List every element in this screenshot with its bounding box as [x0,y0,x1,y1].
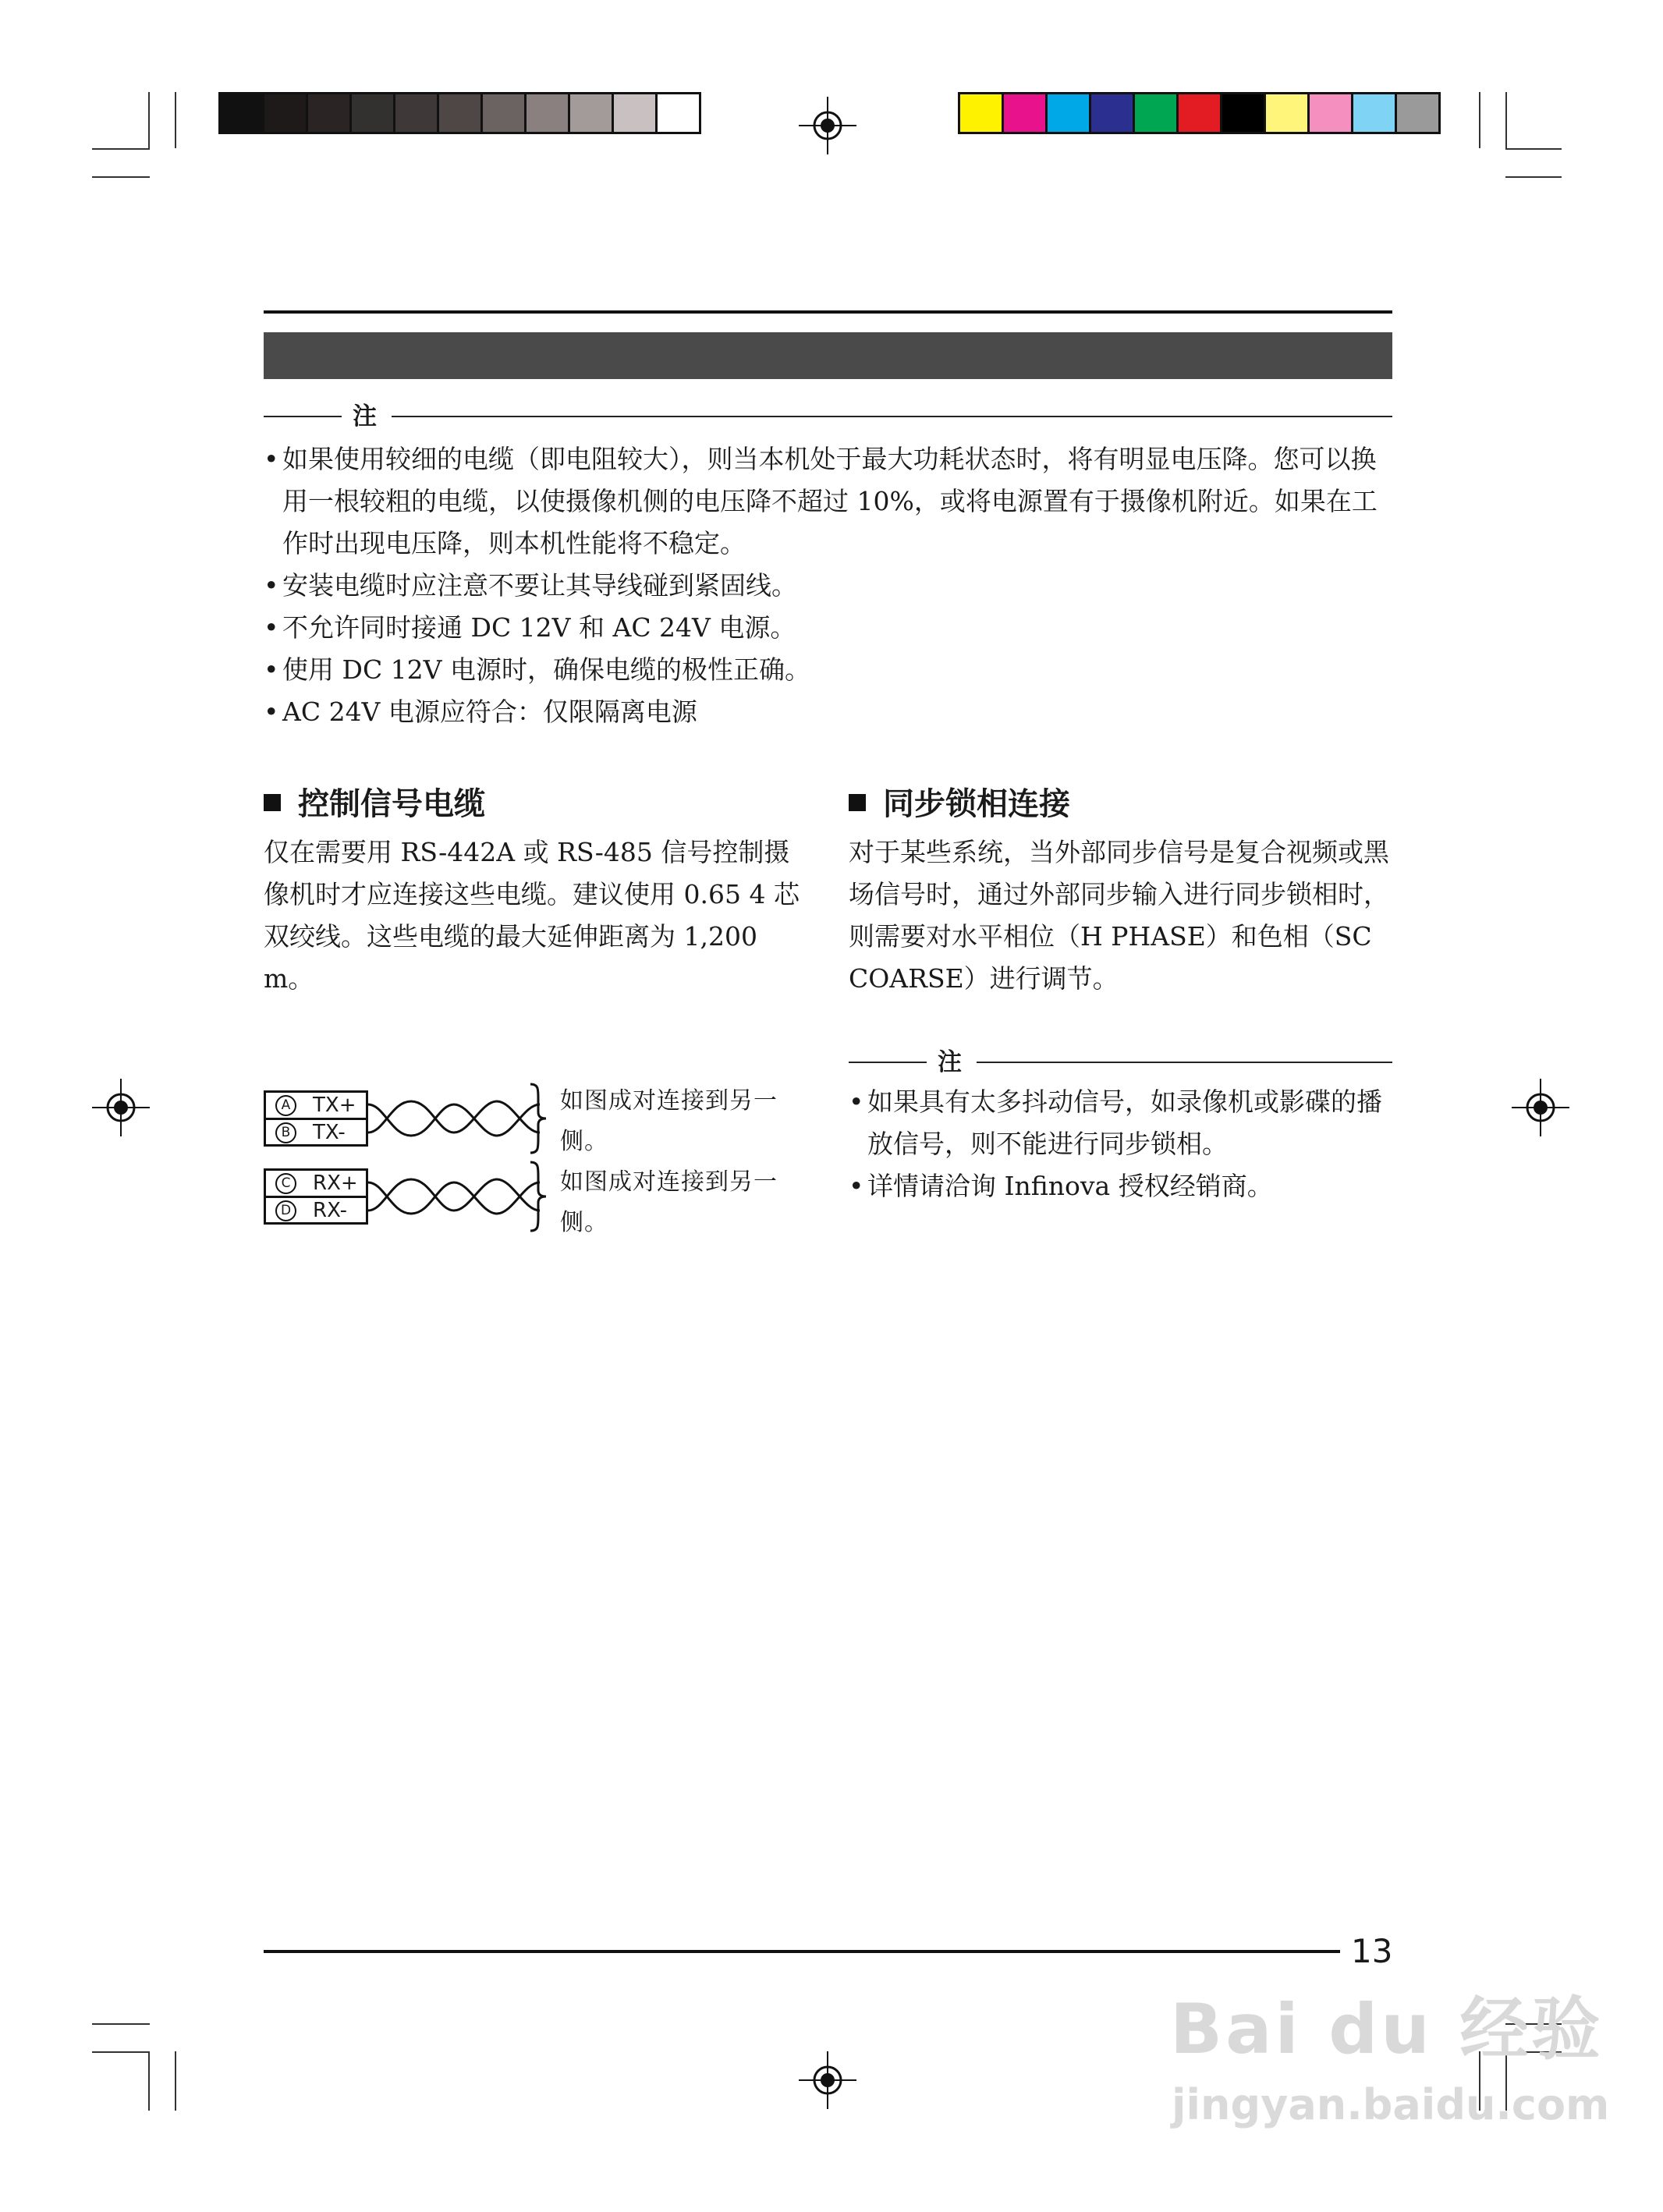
twisted-pair-icon [368,1170,540,1229]
signal-label: TX- [313,1121,346,1144]
color-swatch [1176,92,1222,134]
watermark-url: jingyan.baidu.com [1172,2080,1610,2129]
color-swatch [218,92,264,134]
list-item: • 不允许同时接通 DC 12V 和 AC 24V 电源。 [264,607,1392,649]
color-swatch [1002,92,1048,134]
terminal-block [264,1168,368,1225]
sync-notes-list [849,1081,1392,1207]
color-swatch [655,92,701,134]
signal-label: RX- [313,1199,347,1222]
control-cable-heading: 控制信号电缆 [264,785,485,824]
registration-mark-icon [1512,1079,1569,1136]
color-swatch [437,92,483,134]
crop-mark [92,176,150,178]
twisted-pair-icon [368,1092,540,1151]
crop-mark [92,2023,150,2025]
footer-rule [264,1950,1340,1953]
color-swatch [1351,92,1397,134]
registration-mark-icon [799,97,856,154]
wiring-note: 如图成对连接到另一侧。 [560,1168,778,1236]
color-swatch [349,92,395,134]
square-bullet-icon [849,794,866,811]
crop-mark [1505,176,1562,178]
page-number: 13 [1351,1932,1393,1970]
color-swatch [1045,92,1091,134]
list-item: • 如果具有太多抖动信号，如录像机或影碟的播放信号，则不能进行同步锁相。 [849,1081,1392,1165]
baidu-watermark: Bai du 经验 [1170,1989,1604,2069]
note-heading [849,1048,1392,1076]
color-swatch [612,92,658,134]
crop-mark [175,92,176,148]
crop-mark [1505,148,1562,150]
square-bullet-icon [264,794,281,811]
terminal-label: C [275,1173,296,1194]
note-heading [264,402,1392,431]
sync-lock-heading: 同步锁相连接 [849,785,1070,824]
crop-mark [92,2051,150,2053]
crop-mark [148,2051,150,2111]
list-item: • 使用 DC 12V 电源时，确保电缆的极性正确。 [264,649,1392,691]
terminal-label: B [275,1122,296,1143]
terminal-row [266,1198,366,1224]
list-item: • 详情请洽询 Infinova 授权经销商。 [849,1165,1392,1207]
crop-mark [1505,92,1507,148]
terminal-label: A [275,1095,296,1116]
note-label: 注 [353,402,377,431]
terminal-block [264,1090,368,1147]
color-swatch [393,92,439,134]
crop-mark [92,148,150,150]
terminal-row [266,1120,366,1146]
crop-mark [175,2051,176,2111]
terminal-row [266,1171,366,1196]
color-swatch [306,92,352,134]
sync-lock-description: 对于某些系统，当外部同步信号是复合视频或黑场信号时，通过外部同步输入进行同步锁相时，则需要对水平相位（H PHASE）和色相（SC COARSE）进行调节。 [849,837,1389,994]
crop-mark [1479,92,1480,148]
brace-icon [527,1083,549,1157]
color-swatch [1264,92,1310,134]
color-swatch [568,92,614,134]
list-item: • AC 24V 电源应符合：仅限隔离电源 [264,691,1392,733]
control-cable-description: 仅在需要用 RS-442A 或 RS-485 信号控制摄像机时才应连接这些电缆。建议使用 0.65 4 芯双绞线。这些电缆的最大延伸距离为 1,200 m。 [264,837,800,994]
header-rule [264,310,1392,314]
list-item: • 安装电缆时应注意不要让其导线碰到紧固线。 [264,565,1392,607]
color-swatch [1220,92,1266,134]
color-swatch [1395,92,1441,134]
signal-label: RX+ [313,1172,358,1195]
color-swatch [480,92,527,134]
brace-icon [527,1161,549,1235]
color-swatch [1089,92,1135,134]
wiring-note: 如图成对连接到另一侧。 [560,1087,778,1155]
color-swatch [1307,92,1353,134]
list-item: • 如果使用较细的电缆（即电阻较大），则当本机处于最大功耗状态时，将有明显电压降。您可以换用一根较粗的电缆，以使摄像机侧的电压降不超过 10%，或将电源置有于摄像机附近。如果在工作时出现电压降，则本机性能将不稳定。 [264,438,1392,565]
section-title-band [264,332,1392,379]
terminal-label: D [275,1200,296,1221]
terminal-row [266,1093,366,1118]
color-swatch [958,92,1004,134]
registration-mark-icon [799,2051,856,2109]
color-swatch [1133,92,1179,134]
registration-mark-icon [92,1079,150,1136]
notes-list [264,438,1392,733]
crop-mark [148,92,150,148]
color-swatch [262,92,308,134]
color-swatch [524,92,570,134]
signal-label: TX+ [313,1094,356,1117]
note-label: 注 [938,1048,962,1076]
